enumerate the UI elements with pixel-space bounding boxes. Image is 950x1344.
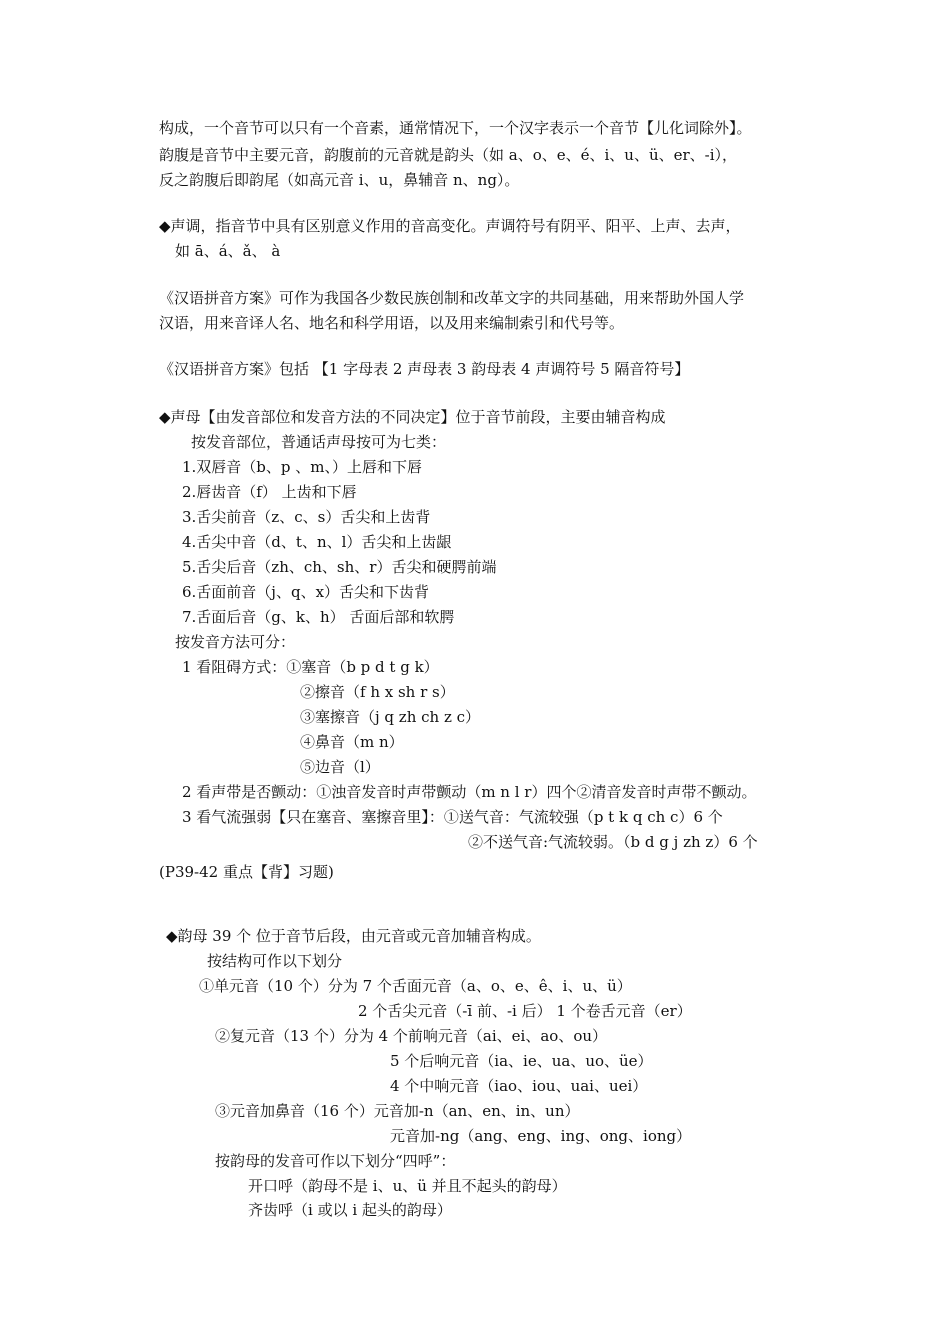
text-line: ◆声母【由发音部位和发音方法的不同决定】位于音节前段，主要由辅音构成	[159, 408, 666, 426]
text-line: ①单元音（10 个）分为 7 个舌面元音（a、o、e、ê、i、u、ü）	[199, 977, 632, 995]
text-line: ②复元音（13 个）分为 4 个前响元音（ai、ei、ao、ou）	[215, 1027, 608, 1045]
text-line: 按结构可作以下划分	[207, 952, 343, 970]
text-line: 汉语，用来音译人名、地名和科学用语，以及用来编制索引和代号等。	[159, 314, 625, 332]
text-line: ②不送气音:气流较弱。（b d g j zh z）6 个	[468, 833, 758, 851]
text-line: 元音加-ng（ang、eng、ing、ong、iong）	[390, 1127, 692, 1145]
text-line: 4.舌尖中音（d、t、n、l）舌尖和上齿龈	[182, 533, 452, 551]
text-line: 1.双唇音（b、p 、m、）上唇和下唇	[182, 458, 423, 476]
text-line: 按发音部位，普通话声母按可为七类：	[191, 433, 447, 451]
text-line: 如 ā、á、ǎ、 à	[175, 242, 281, 260]
text-line: 7.舌面后音（g、k、h） 舌面后部和软腭	[182, 608, 455, 626]
text-line: ④鼻音（m n）	[300, 733, 404, 751]
text-line: ◆声调，指音节中具有区别意义作用的音高变化。声调符号有阴平、阳平、上声、去声，	[159, 217, 741, 235]
text-line: 5 个后响元音（ia、ie、ua、uo、üe）	[390, 1052, 653, 1070]
text-line: 《汉语拼音方案》包括 【1 字母表 2 声母表 3 韵母表 4 声调符号 5 隔音符号】	[159, 360, 690, 378]
text-line: 开口呼（韵母不是 i、u、ü 并且不起头的韵母）	[248, 1177, 567, 1195]
text-line: 构成，一个音节可以只有一个音素，通常情况下，一个汉字表示一个音节【儿化词除外】。	[159, 119, 752, 137]
text-line: 3.舌尖前音（z、c、s）舌尖和上齿背	[182, 508, 431, 526]
text-line: ③元音加鼻音（16 个）元音加-n（an、en、in、un）	[215, 1102, 580, 1120]
text-line: ⑤边音（l）	[300, 758, 380, 776]
text-line: 2.唇齿音（f） 上齿和下唇	[182, 483, 357, 501]
text-line: 按韵母的发音可作以下划分“四呼”：	[215, 1152, 456, 1170]
text-line: (P39-42 重点【背】习题)	[159, 863, 334, 881]
text-line: 韵腹是音节中主要元音，韵腹前的元音就是韵头（如 a、o、e、é、i、u、ü、er、-i），	[159, 146, 738, 164]
text-line: 2 个舌尖元音（-ī 前、-i 后） 1 个卷舌元音（er）	[358, 1002, 692, 1020]
text-line: 5.舌尖后音（zh、ch、sh、r）舌尖和硬腭前端	[182, 558, 497, 576]
text-line: 《汉语拼音方案》可作为我国各少数民族创制和改革文字的共同基础，用来帮助外国人学	[159, 289, 745, 307]
text-line: 按发音方法可分：	[175, 633, 296, 651]
text-line: ③塞擦音（j q zh ch z c）	[300, 708, 481, 726]
text-line: 3 看气流强弱【只在塞音、塞擦音里】：①送气音：气流较强（p t k q ch c）6 个	[182, 808, 723, 826]
text-line: 反之韵腹后即韵尾（如高元音 i、u，鼻辅音 n、ng）。	[159, 171, 520, 189]
text-line: ②擦音（f h x sh r s）	[300, 683, 455, 701]
text-line: 6.舌面前音（j、q、x）舌尖和下齿背	[182, 583, 430, 601]
text-line: 1 看阻碍方式：①塞音（b p d t g k）	[182, 658, 439, 676]
text-line: ◆韵母 39 个 位于音节后段，由元音或元音加辅音构成。	[166, 927, 541, 945]
text-line: 齐齿呼（i 或以 i 起头的韵母）	[248, 1201, 452, 1219]
text-line: 2 看声带是否颤动：①浊音发音时声带颤动（m n l r）四个②清音发音时声带不颤动。	[182, 783, 757, 801]
text-line: 4 个中响元音（iao、iou、uai、uei）	[390, 1077, 648, 1095]
